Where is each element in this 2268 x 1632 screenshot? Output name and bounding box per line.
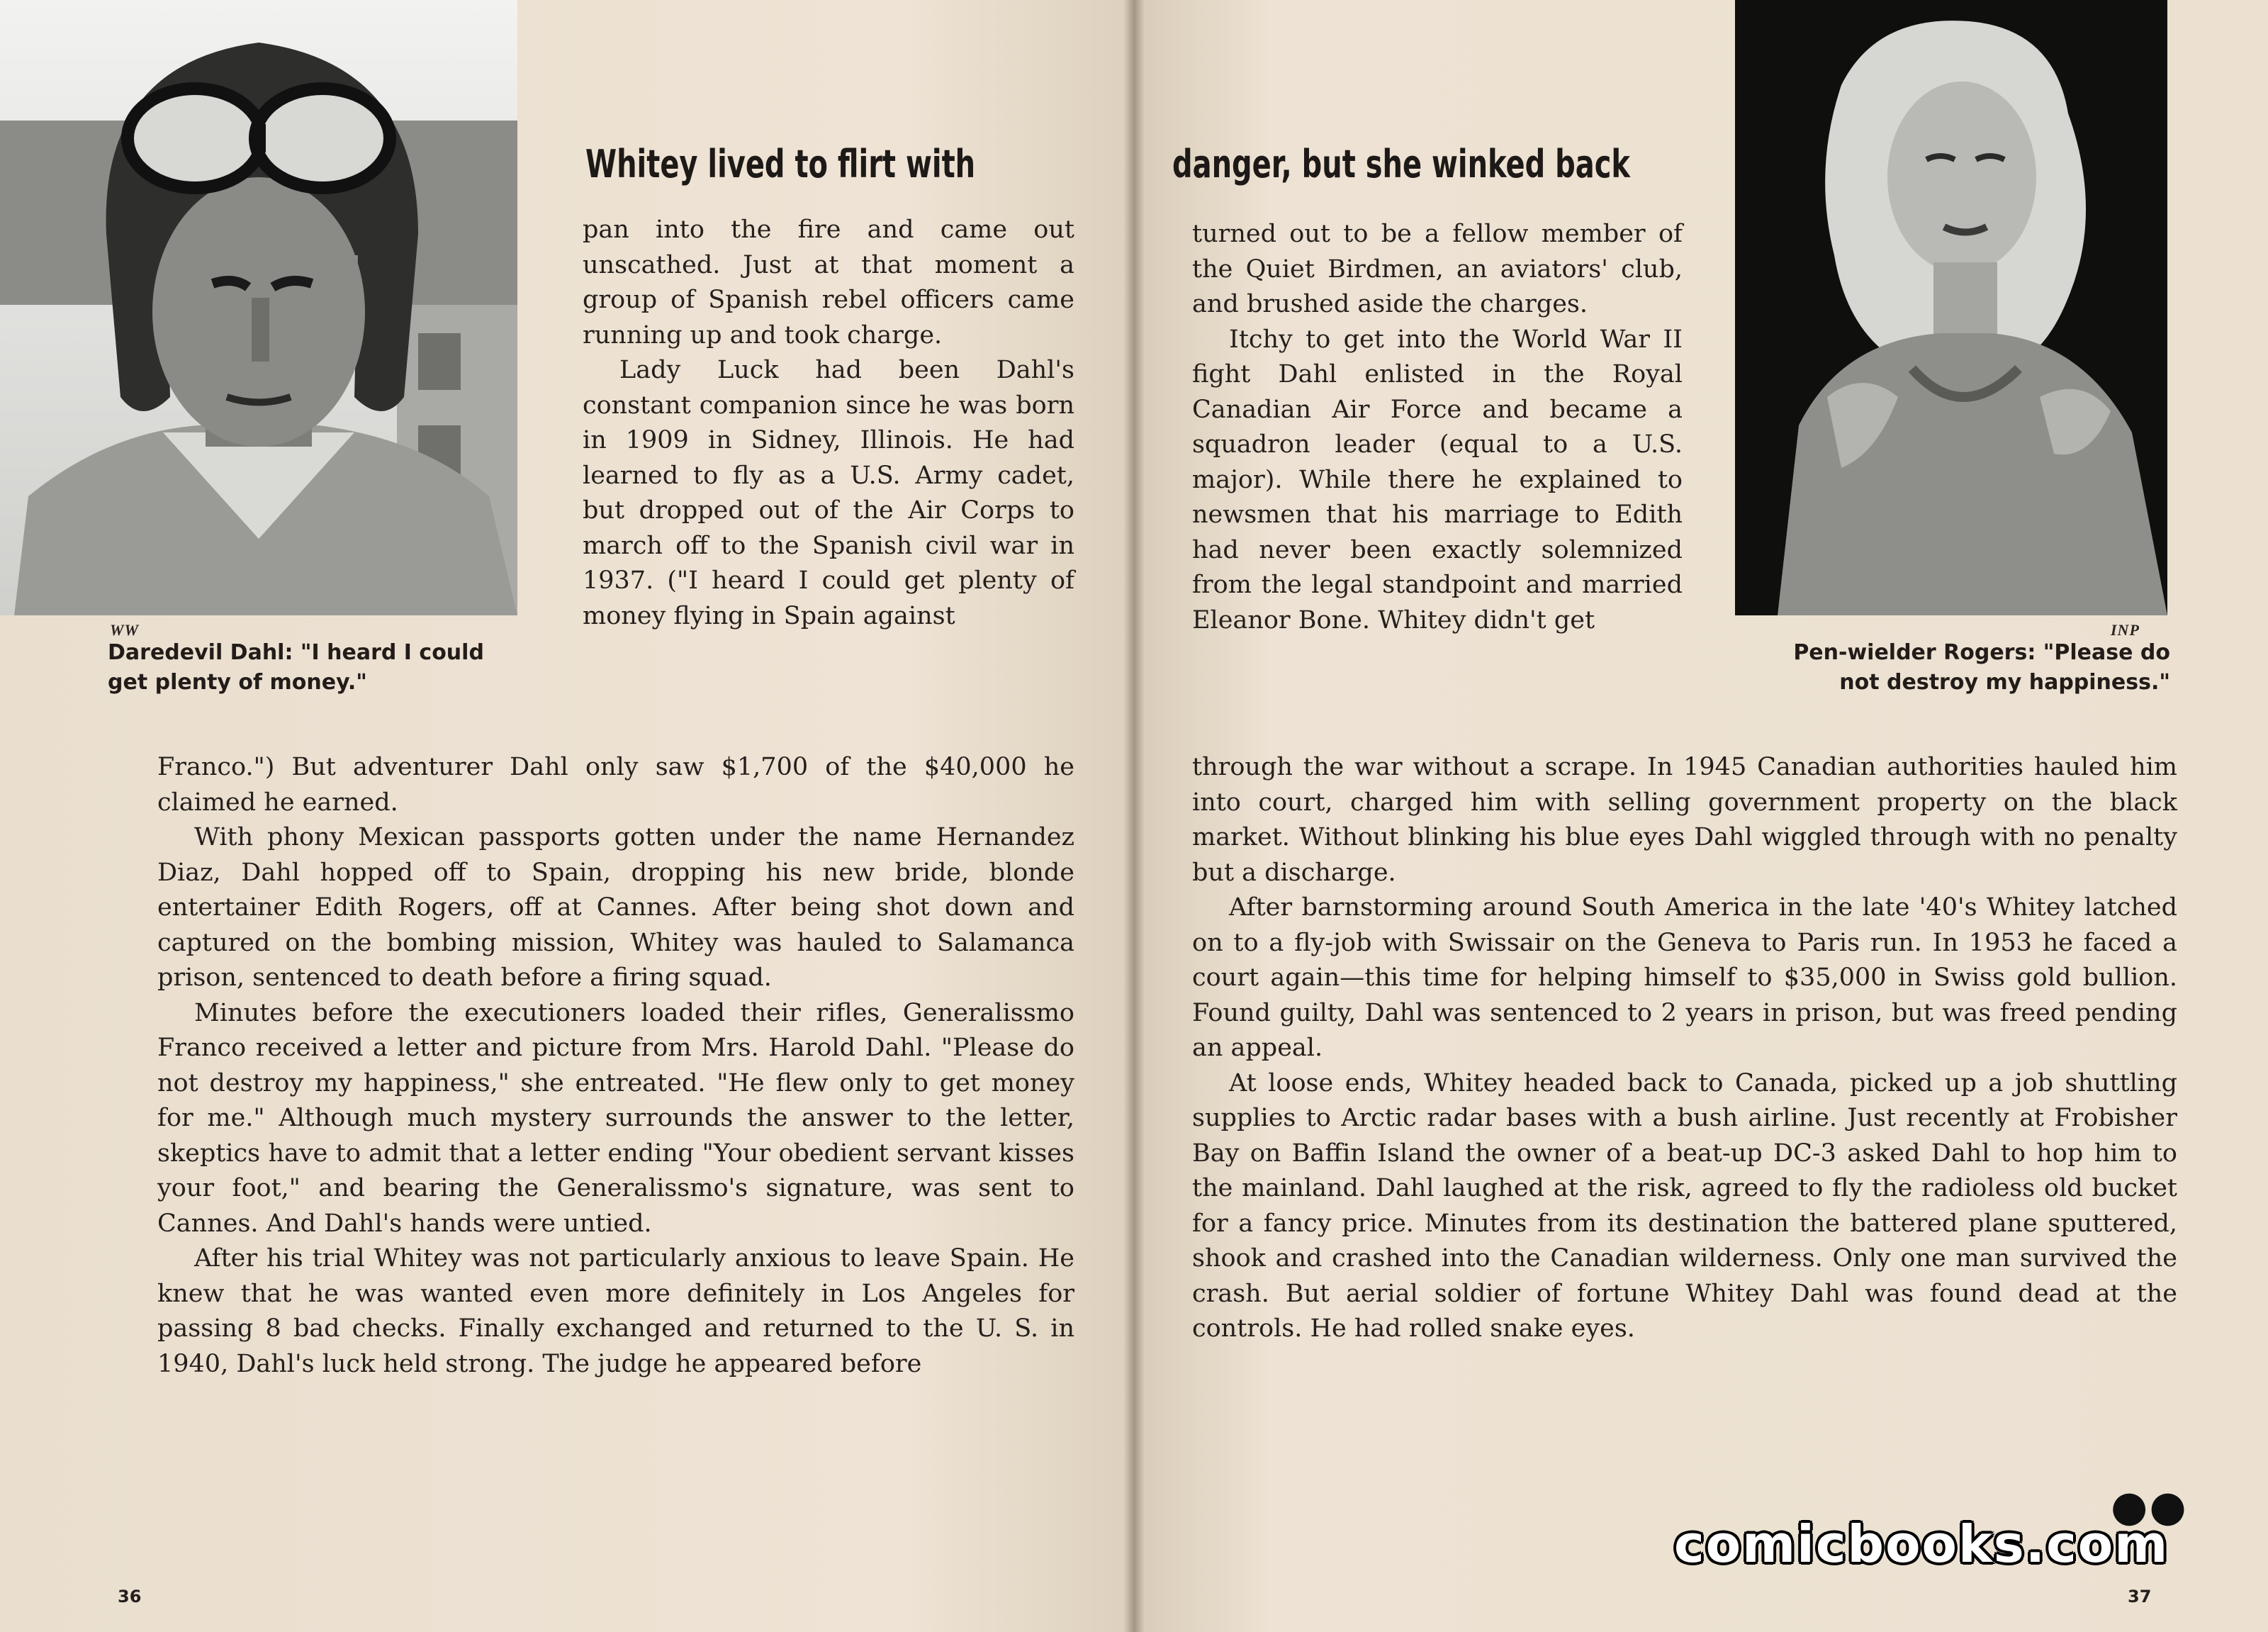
headline-left: Whitey lived to flirt with [585, 142, 976, 186]
left-narrow-column [583, 213, 1074, 634]
headline-right: danger, but she winked back [1172, 142, 1630, 186]
page-gutter [1123, 0, 1145, 1632]
photo-credit: INP [2111, 621, 2140, 639]
photo-caption: Daredevil Dahl: "I heard I could get plenty of money." [108, 640, 484, 695]
paragraph: through the war without a scrape. In 1945 Canadian authorities hauled him into court, charged him with selling government property on the black market. Without blinking his blue eyes Dahl wiggled through with no penalty but a discharge. [1192, 753, 2177, 887]
photo-caption: Pen-wielder Rogers: "Please do not destroy my happiness." [1793, 640, 2170, 695]
paragraph: After barnstorming around South America in the late '40's Whitey latched on to a fly-job with Swissair on the Geneva to Paris run. In 1953 he faced a court again—this time for helping himself to $35,000 in Swiss gold bullion. Found guilty, Dahl was sentenced to 2 years in prison, but was freed pending an appeal. [1192, 893, 2177, 1062]
paragraph: With phony Mexican passports gotten under the name Hernandez Diaz, Dahl hopped off to Spain, dropping his new bride, blonde entertainer Edith Rogers, off at Cannes. After being shot down and captured on the bombing mission, Whitey was hauled to Salamanca prison, sentenced to death before a firing squad. [157, 823, 1074, 992]
paragraph: Minutes before the executioners loaded their rifles, Generalissmo Franco received a letter and picture from Mrs. Harold Dahl. "Please do not destroy my happiness," she entreated. "He flew only to get money for me." Although much mystery surrounds the answer to the letter, skeptics have to admit that a letter ending "Your obedient servant kisses your foot," and bearing the Generalissmo's signature, was sent to Cannes. And Dahl's hands were untied. [157, 998, 1074, 1238]
left-wide-column [157, 750, 1074, 1382]
woman-portrait-icon [1735, 0, 2167, 615]
pilot-portrait-icon [0, 0, 517, 615]
photo-credit: WW [110, 621, 140, 639]
pilot-portrait-photo [0, 0, 517, 615]
page-number: 36 [118, 1587, 142, 1606]
paragraph: At loose ends, Whitey headed back to Canada, picked up a job shuttling supplies to Arctic radar bases with a bush airline. Just recently at Frobisher Bay on Baffin Island the owner of a beat-up DC-3 asked Dahl to hop him to the mainland. Dahl laughed at the risk, agreed to fly the radioless old bucket for a fancy price. Minutes from its destination the battered plane sputtered, shook and crashed into the Canadian wilderness. Only one man survived the crash. But aerial soldier of fortune Whitey Dahl was found dead at the controls. He had rolled snake eyes. [1192, 1068, 2177, 1343]
paragraph: Franco.") But adventurer Dahl only saw $1,700 of the $40,000 he claimed he earned. [157, 753, 1074, 817]
page-number: 37 [2128, 1587, 2152, 1606]
end-mark: ●● [2111, 1482, 2188, 1531]
paragraph: After his trial Whitey was not particularly anxious to leave Spain. He knew that he was wanted even more definitely in Los Angeles for passing 8 bad checks. Finally exchanged and returned to the U. S. in 1940, Dahl's luck held strong. The judge he appeared before [157, 1244, 1074, 1378]
right-page [1134, 0, 2268, 1632]
right-wide-column [1192, 750, 2177, 1347]
paragraph: pan into the fire and came out unscathed. Just at that moment a group of Spanish rebel officers came running up and took charge. [583, 216, 1074, 350]
paragraph: Itchy to get into the World War II fight Dahl enlisted in the Royal Canadian Air Force and became a squadron leader (equal to a U.S. major). While there he explained to newsmen that his marriage to Edith had never been exactly solemnized from the legal standpoint and married Eleanor Bone. Whitey didn't get [1192, 325, 1683, 635]
paragraph: Lady Luck had been Dahl's constant companion since he was born in 1909 in Sidney, Illinois. He had learned to fly as a U.S. Army cadet, but dropped out of the Air Corps to march off to the Spanish civil war in 1937. ("I heard I could get plenty of money flying in Spain against [583, 356, 1074, 630]
woman-portrait-photo [1735, 0, 2167, 615]
right-narrow-column [1192, 217, 1683, 638]
paragraph: turned out to be a fellow member of the Quiet Birdmen, an aviators' club, and brushed aside the charges. [1192, 220, 1683, 318]
watermark-logo: comicbooks.com [1674, 1514, 2169, 1574]
